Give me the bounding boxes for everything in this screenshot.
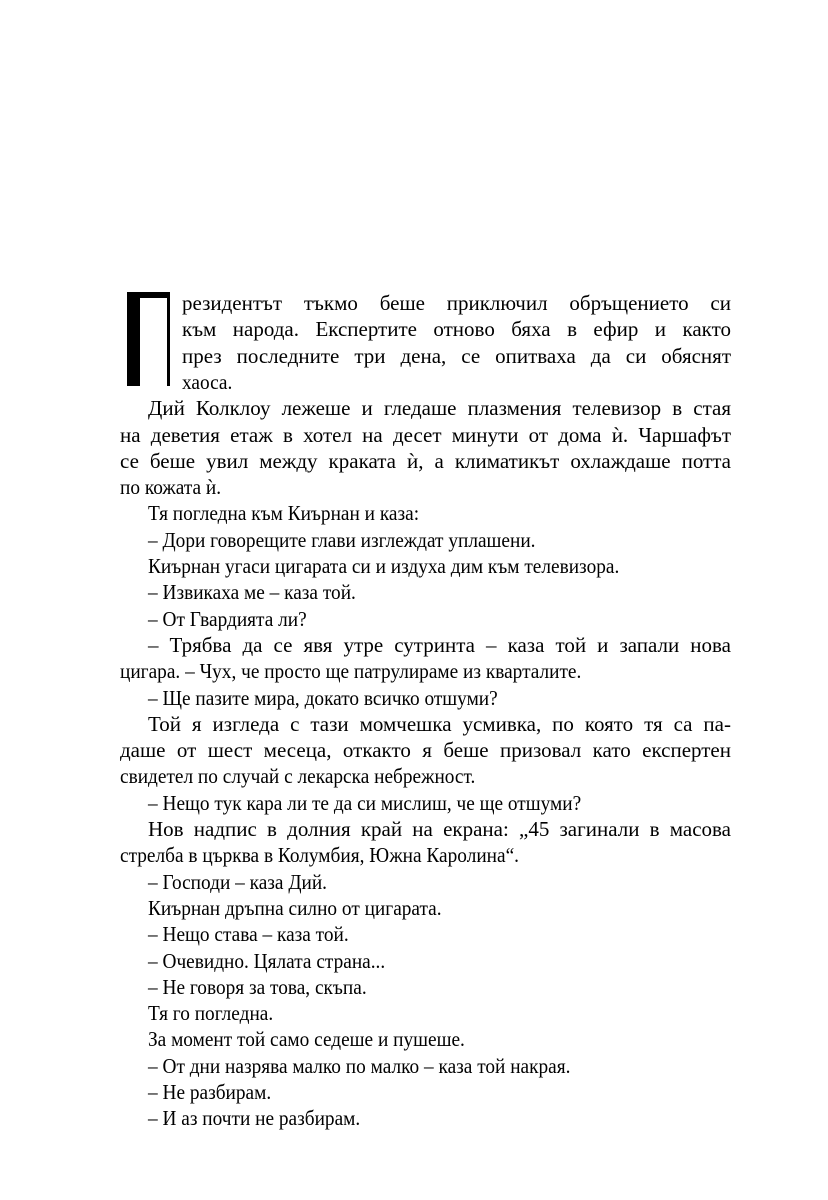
text-line: – Не разбирам. <box>148 1080 272 1104</box>
text-line: хаоса. <box>182 369 233 394</box>
text-line: – Дори говорещите глави изглеждат уплашени. <box>148 527 536 552</box>
text-line: Нов надпис в долния край на екрана: „45 загинали в масова <box>148 817 731 841</box>
drop-cap-left-stem <box>127 292 140 386</box>
text-line: даше от шест месеца, откакто я беше призовал като експертен <box>120 738 731 763</box>
text-line: Той я изгледа с тази момчешка усмивка, по която тя са па- <box>148 711 731 736</box>
text-line: – От Гвардията ли? <box>148 606 307 631</box>
text-line: свидетел по случай с лекарска небрежност. <box>120 764 476 789</box>
text-line: се беше увил между краката ѝ, а климатикът охлаждаше потта <box>120 448 731 473</box>
text-line: – Нещо става – каза той. <box>148 922 349 947</box>
text-line: Тя погледна към Киърнан и каза: <box>148 501 420 526</box>
text-line: – Нещо тук кара ли те да си мислиш, че ще отшуми? <box>148 790 582 815</box>
text-line: стрелба в църква в Колумбия, Южна Каролина“. <box>120 843 520 868</box>
text-line: – Господи – каза Дий. <box>148 869 328 894</box>
text-line: – Очевидно. Цялата страна... <box>148 948 386 973</box>
text-line: Киърнан дръпна силно от цигарата. <box>148 895 442 920</box>
text-line: За момент той само седеше и пушеше. <box>148 1027 465 1052</box>
text-line: Дий Колклоу лежеше и гледаше плазмения телевизор в стая <box>148 396 731 421</box>
text-line: към народа. Експертите отново бяха в ефир и както <box>182 317 731 342</box>
drop-cap <box>127 292 170 386</box>
text-line: Тя го погледна. <box>148 1001 274 1026</box>
text-line: – Не говоря за това, скъпа. <box>148 974 367 999</box>
text-line: – Извикаха ме – каза той. <box>148 580 356 605</box>
text-line: цигара. – Чух, че просто ще патрулираме из кварталите. <box>120 659 582 684</box>
text-line: Киърнан угаси цигарата си и издуха дим към телевизора. <box>148 554 620 578</box>
text-line: – Трябва да се явя утре сутринта – каза той и запали нова <box>148 632 731 657</box>
text-line: – От дни назрява малко по малко – каза той накрая. <box>148 1053 571 1078</box>
drop-cap-right-stem <box>167 292 170 386</box>
text-line: – Ще пазите мира, докато всичко отшуми? <box>148 685 498 710</box>
text-line: през последните три дена, се опитваха да си обяснят <box>182 343 731 368</box>
text-line: резидентът тъкмо беше приключил обръщението си <box>182 291 731 315</box>
text-line: на деветия етаж в хотел на десет минути от дома ѝ. Чаршафът <box>120 422 731 447</box>
text-line: – И аз почти не разбирам. <box>148 1106 361 1131</box>
text-line: по кожата ѝ. <box>120 475 222 500</box>
